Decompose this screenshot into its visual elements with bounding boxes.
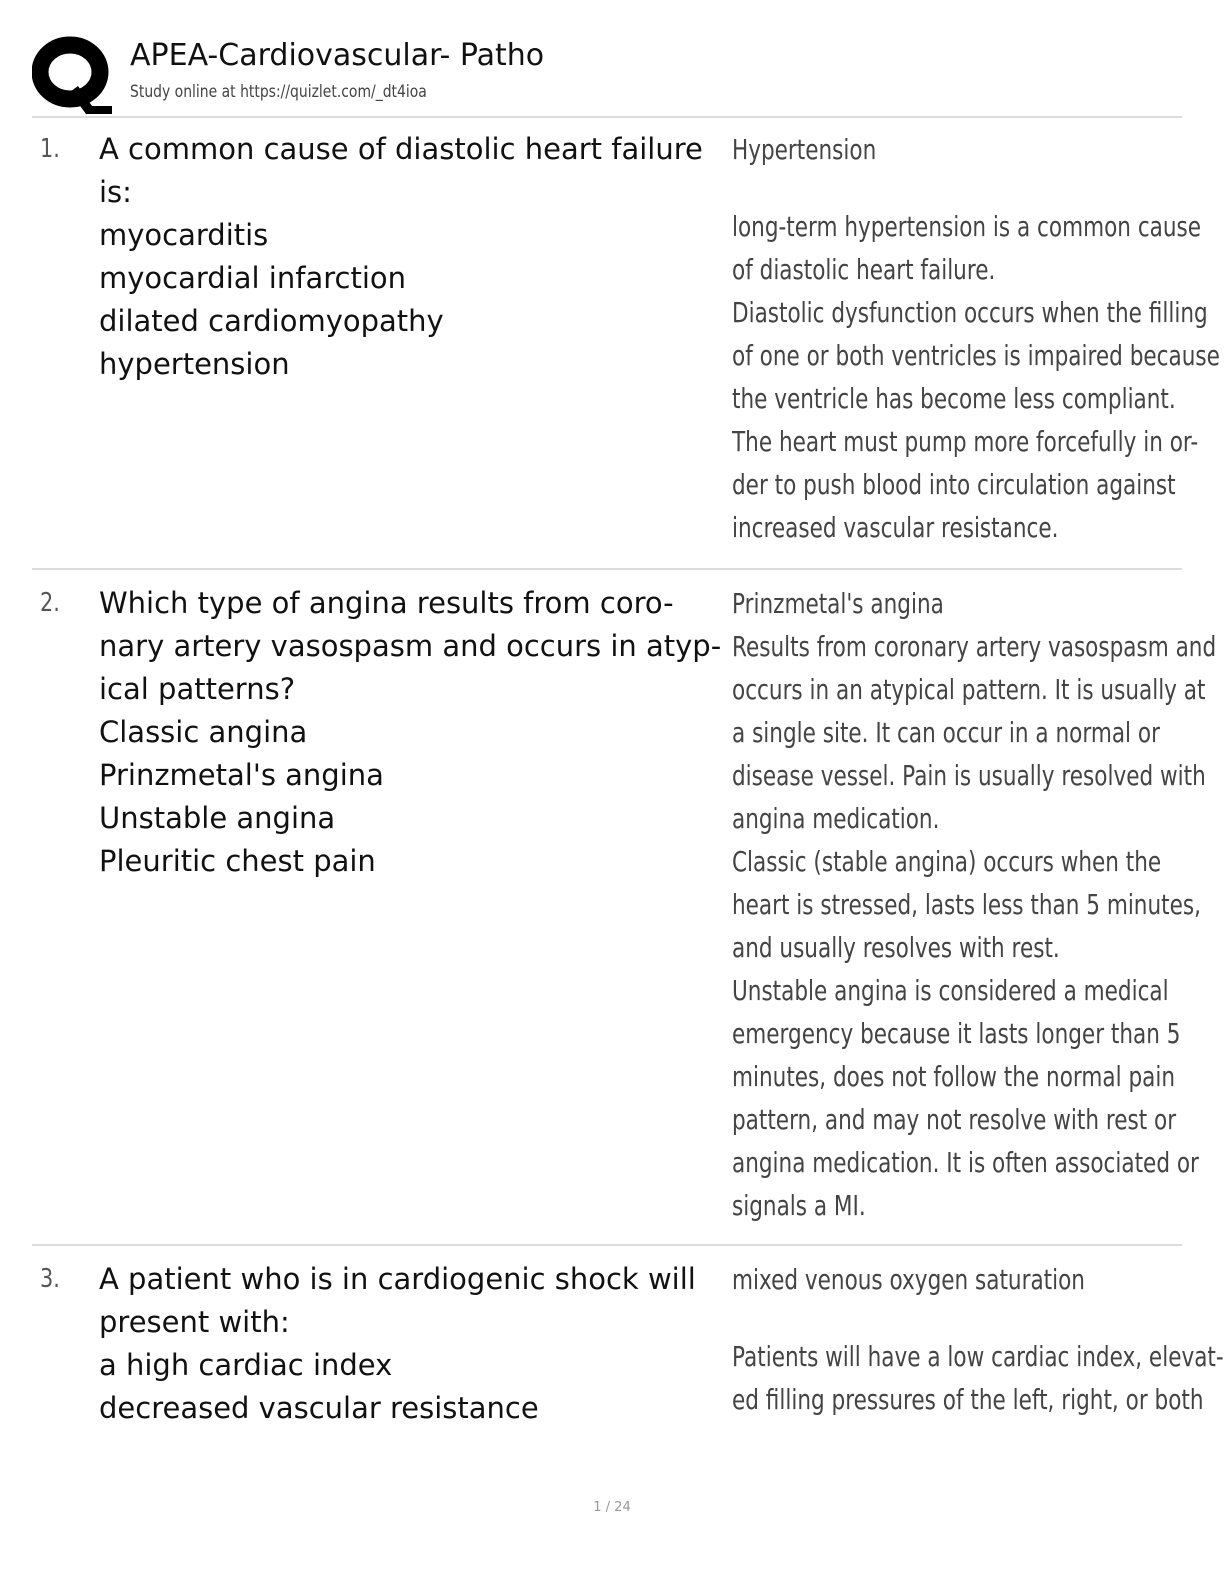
card-definition xyxy=(732,1258,1224,1421)
card-number: 2. xyxy=(40,588,60,618)
definition-answer: Prinzmetal's angina xyxy=(732,587,944,620)
term-line: ical patterns? xyxy=(99,672,296,706)
definition-line: a single site. It can occur in a normal or xyxy=(732,716,1160,749)
term-line: Pleuritic chest pain xyxy=(99,844,376,878)
term-line: a high cardiac index xyxy=(99,1348,393,1382)
definition-line: emergency because it lasts longer than 5 xyxy=(732,1017,1181,1050)
term-line: Prinzmetal's angina xyxy=(99,758,384,792)
definition-line: minutes, does not follow the normal pain xyxy=(732,1060,1175,1093)
definition-line: the ventricle has become less compliant. xyxy=(732,382,1176,415)
definition-line: angina medication. It is often associated or xyxy=(732,1146,1199,1179)
definition-line: and usually resolves with rest. xyxy=(732,931,1060,964)
definition-line: heart is stressed, lasts less than 5 minutes, xyxy=(732,888,1201,921)
definition-line: signals a MI. xyxy=(732,1189,866,1222)
term-line: Unstable angina xyxy=(99,801,336,835)
flashcard xyxy=(32,1258,1224,1438)
card-definition xyxy=(732,128,1220,549)
divider xyxy=(32,116,1182,118)
spacer xyxy=(732,171,1163,205)
definition-line: occurs in an atypical pattern. It is usually at xyxy=(732,673,1206,706)
term-line: nary artery vasospasm and occurs in atyp- xyxy=(99,629,722,663)
definition-line: angina medication. xyxy=(732,802,940,835)
definition-line: Diastolic dysfunction occurs when the filling xyxy=(732,296,1208,329)
definition-line: of one or both ventricles is impaired because xyxy=(732,339,1220,372)
definition-line: of diastolic heart failure. xyxy=(732,253,996,286)
definition-line: increased vascular resistance. xyxy=(732,511,1059,544)
term-line: Which type of angina results from coro- xyxy=(99,586,674,620)
term-line: is: xyxy=(99,175,132,209)
definition-line: pattern, and may not resolve with rest or xyxy=(732,1103,1177,1136)
term-line: present with: xyxy=(99,1305,290,1339)
term-line: A patient who is in cardiogenic shock will xyxy=(99,1262,696,1296)
definition-line: Patients will have a low cardiac index, elevat- xyxy=(732,1340,1224,1373)
definition-line: Results from coronary artery vasospasm and xyxy=(732,630,1217,663)
definition-answer: Hypertension xyxy=(732,133,877,166)
definition-answer: mixed venous oxygen saturation xyxy=(732,1263,1085,1296)
term-line: myocarditis xyxy=(99,218,269,252)
page-indicator: 1 / 24 xyxy=(593,1500,631,1515)
definition-line: Classic (stable angina) occurs when the xyxy=(732,845,1162,878)
study-online-link[interactable]: Study online at https://quizlet.com/_dt4ioa xyxy=(130,82,427,102)
term-line: dilated cardiomyopathy xyxy=(99,304,444,338)
spacer xyxy=(732,1301,1163,1335)
page-header xyxy=(32,32,1182,116)
term-line: decreased vascular resistance xyxy=(99,1391,539,1425)
definition-line: ed filling pressures of the left, right, or both xyxy=(732,1383,1204,1416)
divider xyxy=(32,568,1182,570)
card-number: 1. xyxy=(40,134,60,164)
quizlet-q-logo-icon xyxy=(32,34,114,114)
card-definition xyxy=(732,582,1217,1227)
flashcard xyxy=(32,128,1220,558)
card-term xyxy=(99,1258,739,1430)
document-title: APEA-Cardiovascular- Patho xyxy=(130,38,545,73)
definition-line: Unstable angina is considered a medical xyxy=(732,974,1169,1007)
definition-line: der to push blood into circulation against xyxy=(732,468,1176,501)
divider xyxy=(32,1244,1182,1246)
definition-line: long-term hypertension is a common cause xyxy=(732,210,1202,243)
card-term xyxy=(99,582,739,883)
term-line: hypertension xyxy=(99,347,290,381)
flashcard xyxy=(32,582,1217,1232)
term-line: myocardial infarction xyxy=(99,261,406,295)
term-line: A common cause of diastolic heart failure xyxy=(99,132,703,166)
definition-line: The heart must pump more forcefully in or- xyxy=(732,425,1199,458)
definition-line: disease vessel. Pain is usually resolved with xyxy=(732,759,1206,792)
term-line: Classic angina xyxy=(99,715,308,749)
card-term xyxy=(99,128,739,386)
card-number: 3. xyxy=(40,1264,60,1294)
